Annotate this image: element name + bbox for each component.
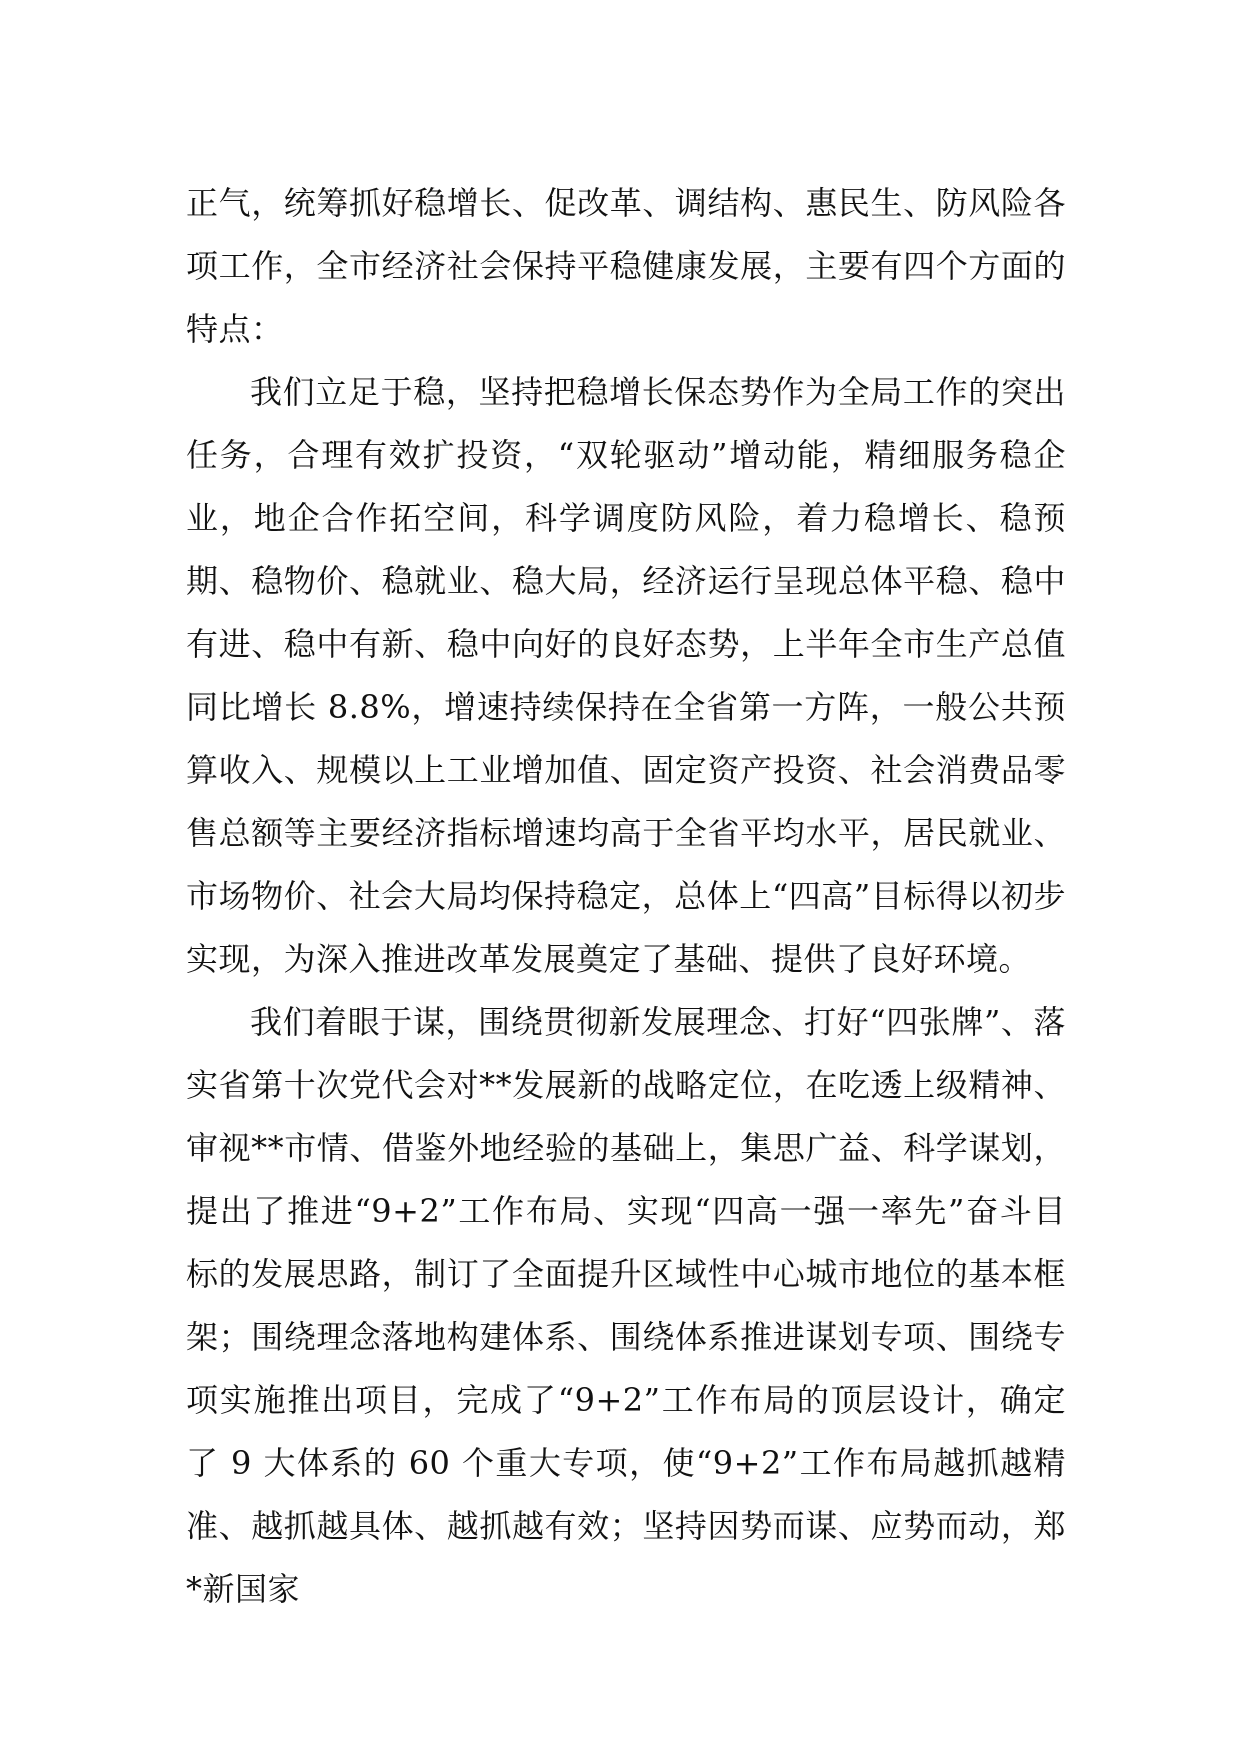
paragraph-continuation: 正气，统筹抓好稳增长、促改革、调结构、惠民生、防风险各项工作，全市经济社会保持平稳健康发展，主要有四个方面的特点：: [186, 184, 1066, 348]
paragraph-planning: 我们着眼于谋，围绕贯彻新发展理念、打好“四张牌”、落实省第十次党代会对**发展新的战略定位，在吃透上级精神、审视**市情、借鉴外地经验的基础上，集思广益、科学谋划，提出了推进“9+2”工作布局、实现“四高一强一率先”奋斗目标的发展思路，制订了全面提升区域性中心城市地位的基本框架；围绕理念落地构建体系、围绕体系推进谋划专项、围绕专项实施推出项目，完成了“9+2”工作布局的顶层设计，确定了 9 大体系的 60 个重大专项，使“9+2”工作布局越抓越精准、越抓越具体、越抓越有效；坚持因势而谋、应势而动，郑*新国家: [186, 1003, 1066, 1608]
document-body: [186, 172, 1066, 1621]
paragraph-stability: 我们立足于稳，坚持把稳增长保态势作为全局工作的突出任务，合理有效扩投资，“双轮驱动”增动能，精细服务稳企业，地企合作拓空间，科学调度防风险，着力稳增长、稳预期、稳物价、稳就业、稳大局，经济运行呈现总体平稳、稳中有进、稳中有新、稳中向好的良好态势，上半年全市生产总值同比增长 8.8%，增速持续保持在全省第一方阵，一般公共预算收入、规模以上工业增加值、固定资产投资、社会消费品零售总额等主要经济指标增速均高于全省平均水平，居民就业、市场物价、社会大局均保持稳定，总体上“四高”目标得以初步实现，为深入推进改革发展奠定了基础、提供了良好环境。: [186, 373, 1066, 978]
